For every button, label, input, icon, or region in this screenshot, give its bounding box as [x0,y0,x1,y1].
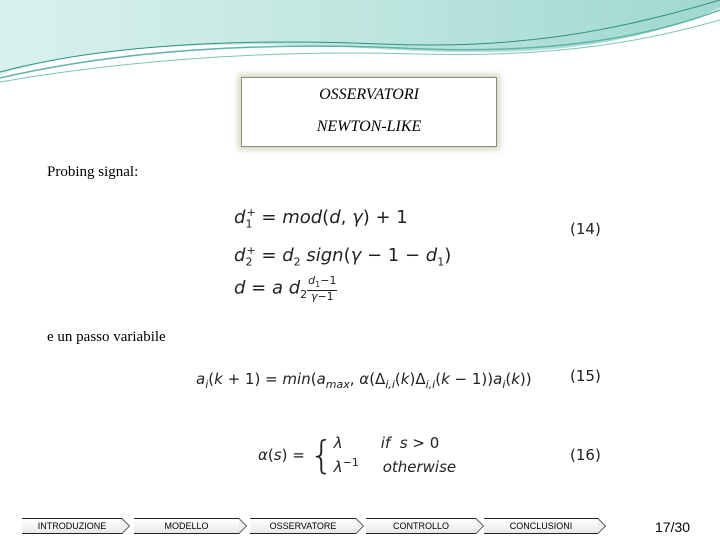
nav-controllo[interactable]: CONTROLLO [366,518,476,534]
equation-15-number: (15) [570,367,601,385]
nav-introduzione[interactable]: INTRODUZIONE [22,518,122,534]
nav-osservatore[interactable]: OSSERVATORE [250,518,356,534]
equation-14-number: (14) [570,220,601,238]
probing-signal-label: Probing signal: [47,164,139,180]
variable-step-label: e un passo variabile [47,329,166,345]
equation-16: α(s) = { λ if s > 0 $\lambda^{-1}$ otherwise [258,433,457,477]
slide-title-line2: NEWTON-LIKE [316,118,422,135]
page-number: 17/30 [655,519,691,535]
equation-14-block: $d_1^+ = mod(d$, γ) + 1 $d_2^+ = d_2$ sign(γ − $1 - d_1$) d = a $d_2$ $\frac{d_1-1}{\gamma-1}$ [234,206,452,304]
nav-conclusioni[interactable]: CONCLUSIONI [484,518,598,534]
slide-title-line1: OSSERVATORI [319,86,419,103]
equation-15: $a_i(k + 1) = \min(a_{max}$, $\alpha(\Delta_{i,i}(k)\Delta_{i,i}(k - 1))a_i(k)$) [196,370,532,391]
slide-title-box [241,77,497,147]
equation-16-number: (16) [570,446,601,464]
nav-modello[interactable]: MODELLO [134,518,239,534]
